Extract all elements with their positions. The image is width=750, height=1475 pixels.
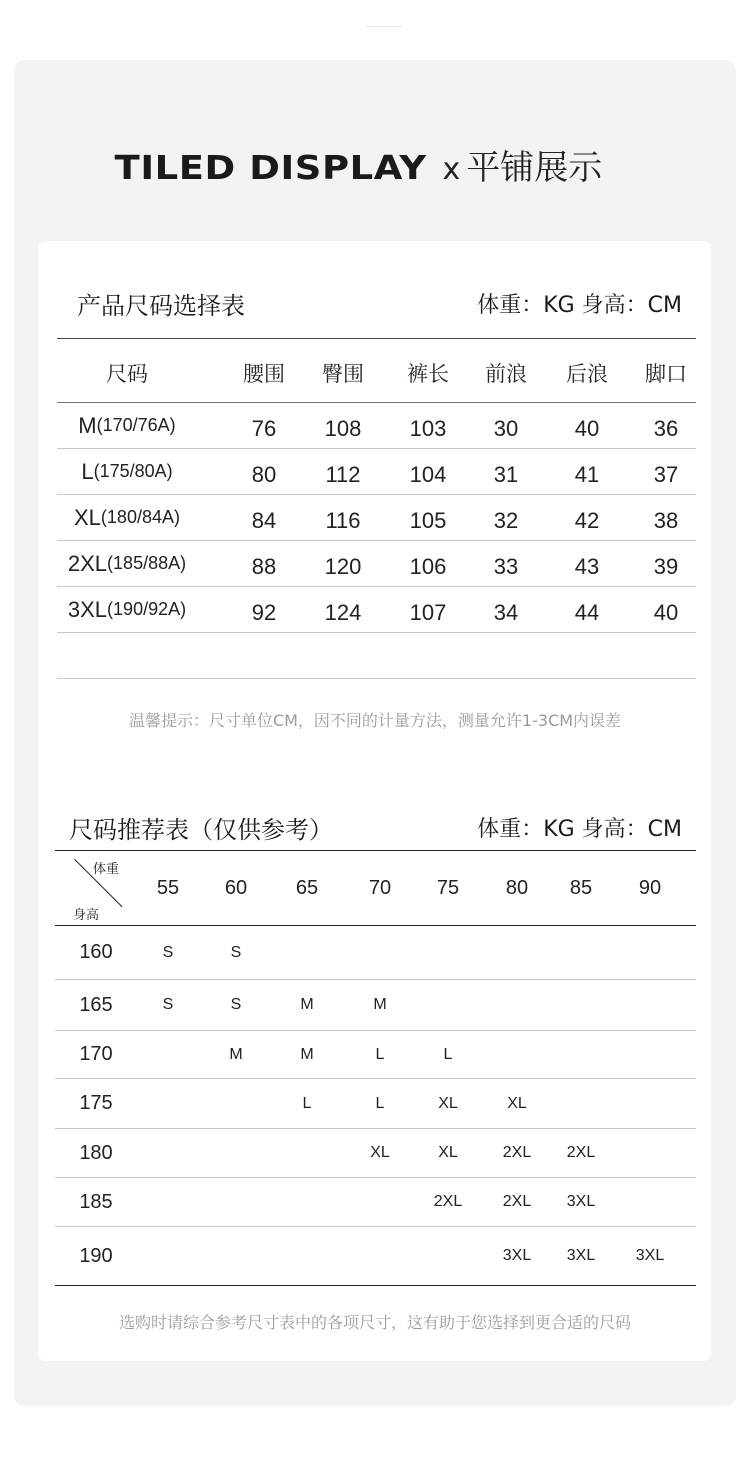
height-cell: 190 (79, 1244, 113, 1267)
hero-title-zh: 平铺展示 (466, 148, 603, 188)
measurement-cell: 124 (324, 599, 362, 625)
size-chart-col-header: 前浪 (485, 361, 527, 386)
recommended-size-cell: 3XL (566, 1193, 596, 1210)
measurement-cell: 107 (409, 599, 447, 625)
measurement-cell: 32 (493, 507, 519, 533)
height-cell: 160 (79, 941, 113, 963)
measurement-cell: 34 (493, 599, 519, 625)
measurement-cell: 38 (653, 507, 679, 533)
recommend-row (55, 1079, 696, 1129)
weight-col-header: 75 (436, 877, 460, 899)
weight-col-header: 65 (295, 877, 319, 899)
height-cell: 165 (79, 993, 113, 1016)
corner-label-weight: 体重 (93, 862, 120, 877)
recommended-size-cell: S (230, 943, 242, 961)
measurement-cell: 40 (574, 415, 600, 441)
corner-label-height: 身高 (73, 908, 100, 923)
size-chart-col-header: 后浪 (566, 361, 608, 386)
height-cell: 185 (79, 1190, 113, 1213)
height-cell: 175 (79, 1092, 113, 1114)
size-label-cell (47, 403, 207, 448)
measurement-cell: 40 (653, 599, 679, 625)
recommend-title: 尺码推荐表（仅供参考） (69, 816, 333, 844)
recommend-row (55, 926, 696, 980)
measurement-cell: 31 (493, 461, 519, 487)
size-chart-note: 温馨提示：尺寸单位CM，因不同的计量方法，测量允许1-3CM内误差 (128, 711, 622, 730)
recommend-row (55, 1227, 696, 1286)
weight-col-header: 60 (224, 877, 248, 899)
recommended-size-cell: 2XL (502, 1144, 532, 1161)
measurement-cell: 41 (574, 461, 600, 487)
recommended-size-cell: XL (438, 1094, 458, 1112)
size-label-cell (47, 541, 207, 586)
recommended-size-cell: 3XL (635, 1247, 665, 1264)
recommend-row (55, 1129, 696, 1178)
measurement-cell: 80 (251, 461, 277, 487)
recommend-note: 选购时请综合参考尺寸表中的各项尺寸，这有助于您选择到更合适的尺码 (118, 1313, 631, 1332)
size-label: XL (74, 504, 101, 530)
hero-separator: x (442, 152, 461, 187)
size-label-cell (47, 587, 207, 632)
recommend-header-row (55, 851, 696, 926)
recommended-size-cell: S (162, 943, 174, 961)
measurement-cell: 36 (653, 415, 679, 441)
recommended-size-cell: M (229, 1045, 243, 1063)
hero-title-en: TILED DISPLAY (114, 148, 427, 187)
measurement-cell: 103 (409, 415, 447, 441)
measurement-cell: 33 (493, 553, 519, 579)
measurement-cell: 88 (251, 553, 277, 579)
recommended-size-cell: M (373, 996, 387, 1013)
recommended-size-cell: L (375, 1045, 385, 1063)
size-spec: (180/84A) (100, 507, 180, 527)
measurement-cell: 106 (409, 553, 447, 579)
size-chart-row (57, 449, 696, 495)
recommended-size-cell: S (230, 996, 242, 1013)
recommended-size-cell: XL (438, 1144, 458, 1161)
size-chart-header-row (57, 339, 696, 403)
recommended-size-cell: S (162, 996, 174, 1013)
size-chart-table (57, 339, 696, 633)
recommended-size-cell: M (300, 996, 314, 1013)
recommended-size-cell: M (300, 1045, 314, 1063)
size-label: M (78, 412, 97, 438)
height-cell: 180 (79, 1141, 113, 1164)
recommended-size-cell: 2XL (502, 1193, 532, 1210)
weight-col-header: 70 (368, 877, 392, 899)
size-spec: (190/92A) (107, 599, 187, 619)
recommend-row (55, 1178, 696, 1227)
size-spec: (170/76A) (96, 415, 176, 435)
size-spec: (185/88A) (107, 553, 187, 573)
size-chart-col-header: 裤长 (407, 361, 449, 386)
measurement-cell: 37 (653, 461, 679, 487)
recommended-size-cell: 3XL (566, 1247, 596, 1264)
recommended-size-cell: L (302, 1094, 312, 1112)
measurement-cell: 84 (251, 507, 277, 533)
measurement-cell: 92 (251, 599, 277, 625)
recommend-units: 体重：KG 身高：CM (477, 817, 682, 842)
recommended-size-cell: 3XL (502, 1247, 532, 1264)
top-divider (366, 26, 402, 27)
measurement-cell: 108 (324, 415, 362, 441)
recommended-size-cell: L (443, 1045, 453, 1063)
recommend-table (55, 850, 696, 1286)
hero-title (0, 140, 750, 189)
measurement-cell: 104 (409, 461, 447, 487)
recommend-row (55, 1031, 696, 1079)
height-cell: 170 (79, 1043, 113, 1065)
measurement-cell: 105 (409, 507, 447, 533)
size-chart-row (57, 495, 696, 541)
size-chart-col-header: 臀围 (322, 361, 364, 386)
measurement-cell: 116 (325, 507, 361, 533)
size-chart-col-header: 尺码 (106, 361, 148, 386)
size-chart-row (57, 541, 696, 587)
size-label: 2XL (67, 550, 108, 576)
recommended-size-cell: 2XL (433, 1193, 463, 1210)
measurement-cell: 43 (574, 553, 600, 579)
size-label: 3XL (67, 596, 108, 622)
measurement-cell: 120 (324, 553, 362, 579)
size-label-cell (47, 495, 207, 540)
measurement-cell: 30 (493, 415, 519, 441)
weight-col-header: 90 (638, 877, 662, 899)
size-chart-row (57, 403, 696, 449)
measurement-cell: 42 (574, 507, 600, 533)
size-label: L (81, 458, 94, 484)
size-label-cell (47, 449, 207, 494)
weight-col-header: 80 (505, 877, 529, 899)
weight-col-header: 55 (156, 877, 180, 899)
measurement-cell: 76 (251, 415, 277, 441)
size-chart-bottom-rule (57, 678, 696, 679)
size-chart-units: 体重：KG 身高：CM (477, 293, 682, 318)
recommended-size-cell: L (375, 1094, 385, 1112)
size-chart-title: 产品尺码选择表 (77, 292, 245, 320)
recommend-row (55, 980, 696, 1031)
weight-col-header: 85 (569, 877, 593, 899)
size-spec: (175/80A) (93, 461, 173, 481)
recommended-size-cell: XL (507, 1094, 527, 1112)
measurement-cell: 44 (574, 599, 600, 625)
measurement-cell: 112 (325, 461, 361, 487)
recommended-size-cell: XL (370, 1144, 390, 1161)
size-chart-col-header: 腰围 (243, 361, 285, 386)
recommended-size-cell: 2XL (566, 1144, 596, 1161)
measurement-cell: 39 (653, 553, 679, 579)
size-chart-col-header: 脚口 (645, 361, 687, 386)
size-chart-row (57, 587, 696, 633)
